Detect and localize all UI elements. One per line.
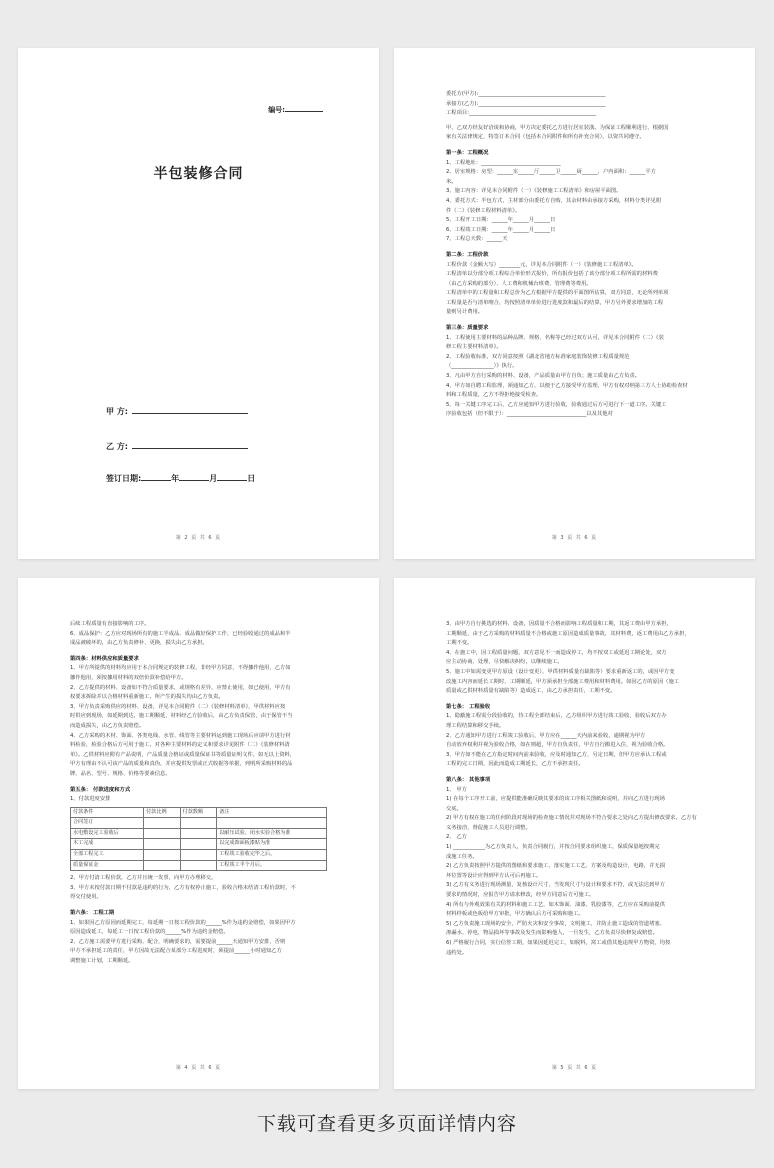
text-line: 5、每一关键工序完工后，乙方应通知甲方进行验收，验收通过后方可进行下一道工序。关键工 [446,401,667,408]
text-line: 7、工程总天数：______天 [446,236,508,243]
section-heading: 第八条： 其他事项 [446,776,491,783]
text-line: 材料样板或色板给甲方审批，甲方确认后方可采购和施工。 [446,911,584,918]
text-line: 4、委托方式：半包方式，主材部分由委托方自购，其余材料由承接方采购，材料分类详见附 [446,197,662,204]
text-line: 3、凡由甲方自行采购的材料、设备，产品质量由甲方自负；施工质量由乙方负责。 [446,373,641,380]
day-blank [217,472,247,481]
text-line: 坏位置等设计应得到甲方认可后再施工。 [446,872,542,879]
text-line: 1) 在每个工序开工前，应提供能准确反映其要求的该工序相关图纸和说明，并向乙方进行现场 [446,796,665,803]
text-line: 米。 [446,178,457,185]
text-line: 成品被破坏的，由乙方负责修补、更换，损失由乙方承担。 [70,640,208,647]
text-line: 工期顺延，由于乙方采购的材料质量不合格或施工原因造成质量事故，其材料费，返工费用由乙方承担， [446,630,690,637]
table-cell: 工程竣工半个月后。 [217,860,327,871]
page-number: 第 4 页 共 6 页 [175,1065,222,1071]
text-line: 权要求拆除并以合格材料重新施工，所产生的损失均由乙方负责。 [70,694,224,701]
table-cell [180,839,217,850]
table-header-cell: 付款数额 [180,807,217,818]
text-line: 委托方(甲方):________________________________________________ [446,91,606,97]
text-line: 工程的完工日期，因此而造成工期延长，乙方不承担责任。 [446,761,584,768]
text-line: 义务接洽，督促施工人员进行调整。 [446,824,531,831]
text-line: 质量或乙供材料质量有缺陷等）造成返工，由乙方承担责任，工期不变。 [446,688,616,695]
text-line: 渗漏水、停电、物品损坏等事故及发生而影响他人，一旦发生，乙方负责尽快修复或赔偿。 [446,930,658,937]
contract-number-label: 编号: [268,106,285,114]
party-b-label: 乙 方: [106,442,128,451]
contract-number-field [268,105,323,115]
party-b-field [106,440,248,452]
page-2-body [446,90,703,420]
page-3-bottom-text [70,874,327,966]
text-line: 3) 乙方有义务进行现场测量，复核设计尺寸，当发现尺寸与设计和要求不符，或无法达到甲方 [446,882,665,889]
text-line: 违约处。 [446,949,468,956]
text-line: 工程量是否与清单吻合，均按照清单单价进行进度款和最后的结算，甲方另外要求增加的工程 [446,299,664,306]
section-heading: 第一条：工程概况 [446,149,489,156]
party-a-blank [132,405,248,414]
text-line: 1、如果因乙方原因而延期完工，每延期一日按工程价款的______%作为违约金赔偿，如果因甲方 [70,919,296,926]
party-b-blank [132,440,248,449]
text-line: （________________）》执行。 [446,363,518,370]
text-line: 时供应到现场，如延期到达，施工期顺延，材料经乙方验收后，由乙方负责保管，由于保管不当 [70,713,293,720]
table-row [71,850,327,861]
contract-page-3 [18,578,379,1089]
day-label: 日 [247,474,256,483]
table-cell [144,850,181,861]
month-label: 月 [209,474,218,483]
text-line: 甲、乙双方经友好洽谈和协商，甲方决定委托乙方进行居室装潢。为保证工程顺利进行，根据国 [446,124,669,131]
text-line: 应主动协商、处理，尽快解决纠纷，以继续施工。 [446,659,563,666]
text-line: 3、甲方未按付款日期不付款是违约的行为，乙方有权停止施工，验收合格未结清工程价款时，不 [70,884,296,891]
text-line: 理工程结算和移交手续。 [446,722,505,729]
contract-title: 半包装修合同 [153,166,244,182]
text-line: 序验收包括（但不限于）：______________________________以及其他对 [446,411,613,418]
party-a-field [106,405,248,417]
text-line: 1、甲方所提供的材料均应用于本合同规定的装修工程，非经甲方同意，不得挪作他用，乙方如 [70,665,291,672]
table-cell: 质量保证金 [71,860,144,871]
text-line: 1、隐蔽施工程需分段验收的，待工程全部结束后，乙方组织甲方进行竣工验收，验收后双方办 [446,713,667,720]
text-line: 6、工程竣工日期：______年______月______日 [446,226,556,233]
page-number: 第 2 页 共 6 页 [175,535,222,541]
text-line: 而造成损失，由乙方负责赔偿。 [70,722,145,729]
contract-page-2 [394,48,755,559]
text-line: 修工程主要材料清单》。 [446,344,502,351]
text-line: 甲方有理由不认可该产品的质量和真伪，并应提供发票或正式收据等单据，列明所采购材料的品 [70,761,293,768]
text-line: 2、乙方通知甲方进行工程竣工验收后，甲方应在______天内前来验收，逾期视为甲方 [446,732,646,739]
text-line: 2、工程验收标准，双方同意按照《湖北省地方标准家庭装饰装修工程质量规范 [446,353,630,360]
page-3-top-text [70,620,327,805]
text-line: 家有关法律规定，特签订本合同（包括本合同附件和所有补充合同），以资共同遵守。 [446,134,645,141]
text-line: 挪作他用，须按挪用材料的双倍价款补偿给甲方。 [70,674,187,681]
table-cell: 合同签订 [71,818,144,829]
text-line: 要求的情况时，应报告甲方请求修改，经甲方同意后方可施工。 [446,892,595,899]
contract-cover-page [18,48,379,559]
table-header-cell: 付款条件 [71,807,144,818]
table-cell: 以完成饰面板漆贴为准 [217,839,327,850]
text-line: 交底。 [446,805,462,812]
text-line: 甲方不承担延工的责任，甲方因故无法配合某部分工程进度时，须提前______小时通知乙方 [70,948,282,955]
text-line: 3、由甲方自行挑选的材料、设备，因质量不合格而影响工程质量和工期，其返工费由甲方承担， [446,621,672,627]
text-line: 2、乙方施工需要甲方进行采购、配合，明确要求的，需要提前______天通知甲方安排，否则 [70,938,286,945]
text-line: 牌、品名、型号、规格、价格等要素信息。 [70,770,171,777]
table-cell [144,818,181,829]
text-line: 3、施工内容：详见本合同附件（一）《装修施工工程清单》和房屋平面图。 [446,188,622,195]
text-line: 料检验，检验合格后方可用于施工，对各种主要材料的定义和要求详见附件（二）《装修材料清 [70,742,290,749]
table-row [71,839,327,850]
text-line: 5、施工中如需变更甲方原设（设计变更），甲供材料质量有缺陷等）要求重新返工的，或因甲方变 [446,668,675,675]
table-cell: 以耐压试验、闭水实验合格为准 [217,828,327,839]
payment-schedule-table [70,807,327,872]
table-cell [217,818,327,829]
contract-page-4 [394,578,755,1089]
text-line: 4) 所有与外观效果有关的材料和施工工艺，如木饰面、油漆、乳胶漆等，乙方应在采购前提供 [446,901,665,908]
sign-date-label: 签订日期: [106,474,142,483]
text-line: 后续工程质量有直接影响的工序。 [70,621,150,627]
text-line: 工程价款（金额大写）________元，详见本合同附件（一）《装修施工工程清单》。 [446,261,637,268]
section-heading: 第五条： 付款进度和方式 [70,786,131,793]
table-cell [144,860,181,871]
table-row [71,828,327,839]
table-cell [144,839,181,850]
section-heading: 第六条： 工程工期 [70,910,115,917]
text-line: 2) 乙方负责按照甲方提供的图纸和要求施工，落实施工工艺、方案及构造设计，电路，并无损 [446,863,665,870]
table-cell [180,860,217,871]
text-line: 量则另计费用。 [446,309,484,316]
text-line: 2、 乙方 [446,834,467,841]
text-line: 5、工程开工日期：______年______月______日 [446,217,556,224]
text-line: 自动放弃权利并视为验收合格，如在则超，甲方自负责任，甲方自行搬进入住，视为验收合格。 [446,742,669,749]
text-line: 承接方(乙方):________________________________________________ [446,100,606,107]
table-cell [180,828,217,839]
text-line: 工期不变。 [446,640,473,647]
table-header-cell: 备注 [217,807,327,818]
table-cell [180,850,217,861]
text-line: 原因造成延工，每延工一日按工程价款的______%作为违约金赔偿。 [70,929,229,936]
text-line: 工程项目:________________________________________________ [446,110,597,117]
text-line: 改施工内容而延长工期时，工期顺延，甲方须承担全部施工费用和材料费用。如因乙方的原因（施工 [446,678,680,685]
text-line: 5) 乙方负责施工现场的安全，严防火灾和安全事故，文明施工，并防止施工造成的管道堵塞、 [446,920,665,927]
table-header-cell: 付款比例 [144,807,181,818]
text-line: 调整施工计划，工期顺延。 [70,958,134,964]
table-cell: 水电敷设完工验收后 [71,828,144,839]
text-line: 成施工任务。 [446,853,478,860]
month-blank [179,472,209,481]
text-line: 得交付使用。 [70,894,102,901]
text-line: 4、甲方如自聘工程监理，须通知乙方，以便于乙方接受甲方监理，甲方有权对纳第三方人士协助检查材 [446,382,688,389]
text-line: 2、乙方提供的材料、设备如不符合质量要求，或规格有差异，应禁止使用，如已使用，甲方有 [70,684,291,691]
table-row [71,818,327,829]
section-heading: 第三条：质量要求 [446,325,489,332]
text-line: 1) ____________为乙方负责人，负责合同履行，并按合同要求组织施工，保质保量地按期完 [446,844,660,851]
section-heading: 第四条：材料供应和质量要求 [70,655,139,662]
table-cell: 全部工程完工 [71,850,144,861]
page-3-body [70,620,327,967]
page-number: 第 3 页 共 6 页 [551,535,598,541]
text-line: 2、甲方付清工程价款，乙方并且统一发票，向甲方办理移交。 [70,875,217,882]
text-line: 1、工程使用主要材料的品种品牌、规格、名称等已经过双方认可，详见本合同附件（二）《装 [446,334,664,341]
text-line: （由乙方采购的部分）、人工费和机械台班费、管理费等费用。 [446,280,592,287]
page-number: 第 5 页 共 6 页 [551,1065,598,1071]
table-cell: 工程竣工验收完毕之后。 [217,850,327,861]
text-line: 4、乙方采购的木材、饰面、各类电线、水管、线管等主要材料运到施工现场后应请甲方进行材 [70,732,291,739]
text-line: 件（二）《装修工程材料清单》。 [446,207,521,214]
sign-date-field [106,472,255,484]
table-cell [180,818,217,829]
table-header-row [71,807,327,818]
table-cell [144,828,181,839]
contract-number-blank [285,105,323,112]
section-heading: 第七条： 工程验收 [446,703,491,710]
year-blank [141,472,171,481]
text-line: 料和工程质量，乙方不得拒绝接受检查。 [446,392,542,399]
text-line: 3、甲方如不能在乙方指定时间内前来验收，应及时通知乙方，另定日期，但甲方应承认工程或 [446,751,667,758]
section-heading: 第二条：工程价款 [446,251,489,258]
text-line: 工程清单以分部分项工程综合单价形式报价，所有报价包括了该分部分项工程所需的材料费 [446,271,658,278]
table-row [71,860,327,871]
text-line: 1、工程地址：______________________________ [446,159,561,166]
text-line: 2、居室规格：房型：______室______厅______卫______厨______，户内面积：______平方 [446,169,656,176]
page-4-body [446,620,703,958]
text-line: 单》。乙供材料应附有产品说明，产品质量合格证或质量保证书等质量证明文件，如无以上资料， [70,751,296,758]
table-cell: 木工完成 [71,839,144,850]
text-line: 3、甲方负责采购供应的材料、设备，详见本合同附件（二）《装修材料清单》，甲供材料应按 [70,703,286,710]
download-more-hint: 下载可查看更多页面详情内容 [256,1113,517,1135]
text-line: 工程清单中的工程量和工程总价为乙方根据甲方提供的平面图所估算，双方同意，无论所列单项 [446,290,669,297]
text-line: 2) 甲方有权在施工的任何阶段对现场的检查施工情况并对现场不符合要求之处向乙方提出修改要求，乙方有 [446,815,697,822]
text-line: 6、成品保护：乙方应对现场所有的施工半成品、成品做好保护工作，已经验收通过的成品和半 [70,630,291,637]
party-a-label: 甲 方: [106,407,128,416]
year-label: 年 [171,474,180,483]
text-line: 1、付款进度安排 [70,796,111,803]
text-line: 1、 甲方 [446,786,467,793]
text-line: 6) 严格履行合同，实行信誉工期，如果因延迟完工，如脱料，窝工或借其他违规甲方物资，均按 [446,940,671,946]
text-line: 4、在施工中，因工程质量问题，双方意见不一而造成停工，均不按双工或延迟工期论处，双方 [446,649,667,656]
